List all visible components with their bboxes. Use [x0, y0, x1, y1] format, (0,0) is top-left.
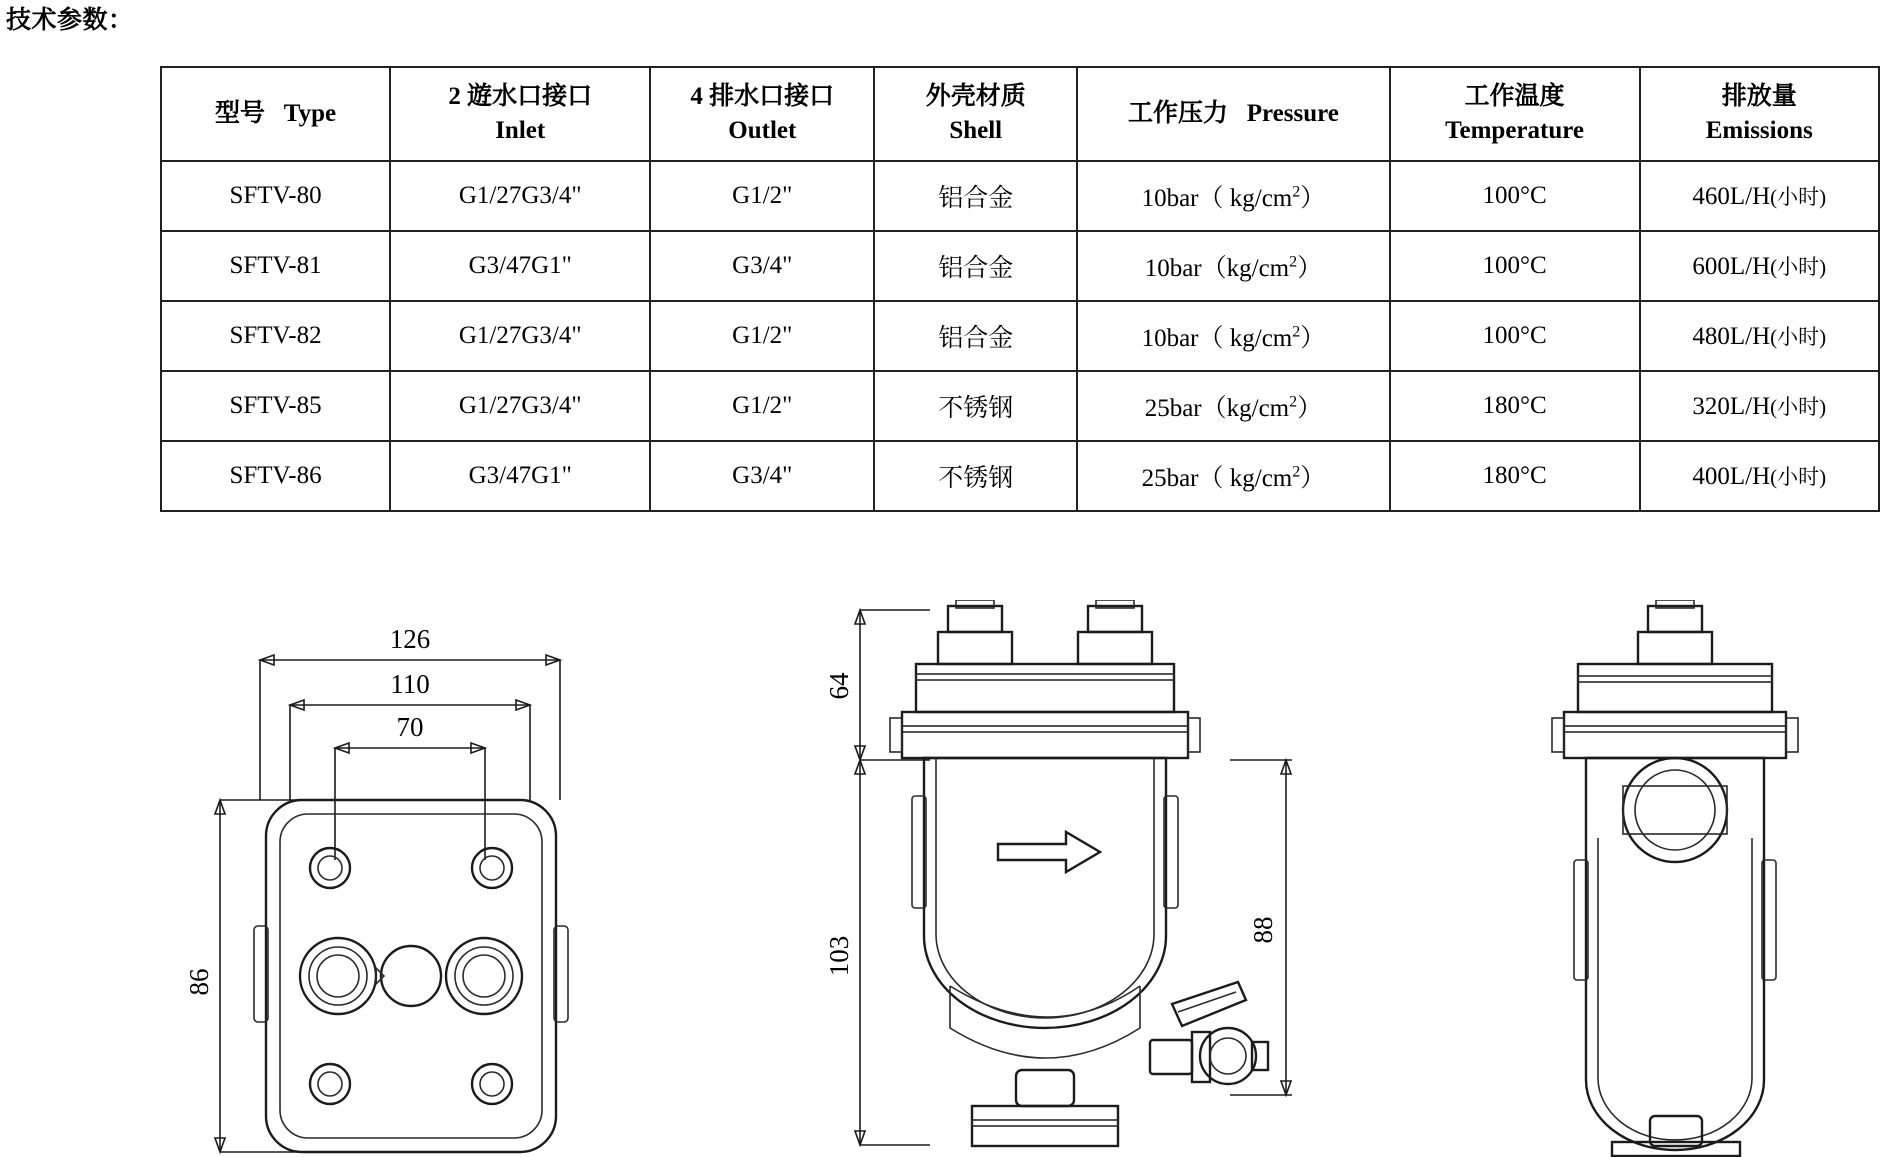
column-header-inlet [390, 67, 650, 161]
cell-type: SFTV-86 [161, 441, 390, 511]
column-header-shell [874, 67, 1077, 161]
table-row [161, 301, 1879, 371]
cell-type: SFTV-82 [161, 301, 390, 371]
column-header-emissions-en: Emissions [1705, 116, 1813, 144]
cell-temperature: 180°C [1390, 371, 1640, 441]
technical-drawings [0, 600, 1890, 1157]
cell-shell: 铝合金 [874, 161, 1077, 231]
drawing-top-view [180, 600, 650, 1157]
cell-temperature: 180°C [1390, 441, 1640, 511]
cell-pressure: 25bar（ $kg/cm^2$） [1077, 441, 1389, 511]
technical-parameters-table [160, 66, 1880, 512]
dimension-label-86: 86 [184, 968, 214, 996]
column-header-inlet-en: Inlet [495, 116, 546, 144]
cell-emission: 460L/H(小时) [1640, 161, 1880, 231]
cell-shell: 不锈钢 [874, 441, 1077, 511]
cell-pressure: $25bar(kg/cm^2)$ [1077, 371, 1389, 441]
table-row [161, 161, 1879, 231]
dimension-label-70: 70 [396, 712, 424, 742]
column-header-pressure [1077, 67, 1389, 161]
column-header-type [161, 67, 390, 161]
table-header-row [161, 67, 1879, 161]
cell-pressure: $10bar(kg/cm^2)$ [1077, 231, 1389, 301]
dimension-label-64: 64 [824, 672, 854, 700]
cell-emission: 400L/H(小时) [1640, 441, 1880, 511]
cell-type: SFTV-80 [161, 161, 390, 231]
cell-emission: 320L/H(小时) [1640, 371, 1880, 441]
column-header-temperature [1390, 67, 1640, 161]
column-header-outlet-en: Outlet [728, 116, 797, 144]
dimension-label-88: 88 [1248, 916, 1278, 944]
drawing-front-view [820, 600, 1340, 1157]
cell-outlet: G3/4" [650, 441, 874, 511]
cell-emission: 480L/H(小时) [1640, 301, 1880, 371]
cell-inlet: G3/47G1" [390, 441, 650, 511]
cell-type: SFTV-81 [161, 231, 390, 301]
cell-outlet: G1/2" [650, 371, 874, 441]
cell-pressure: 10bar（ $kg/cm^2$） [1077, 161, 1389, 231]
column-header-pressure-en: Pressure [1246, 99, 1339, 127]
cell-type: SFTV-85 [161, 371, 390, 441]
cell-temperature: 100°C [1390, 301, 1640, 371]
cell-shell: 不锈钢 [874, 371, 1077, 441]
drawing-side-view [1520, 600, 1850, 1157]
table-row [161, 441, 1879, 511]
cell-shell: 铝合金 [874, 301, 1077, 371]
column-header-emissions-cn: 排放量 [1721, 83, 1797, 110]
cell-temperature: 100°C [1390, 161, 1640, 231]
column-header-temperature-cn: 工作温度 [1464, 83, 1565, 110]
cell-outlet: G1/2" [650, 301, 874, 371]
column-header-emissions [1640, 67, 1880, 161]
cell-pressure: 10bar（ $kg/cm^2$） [1077, 301, 1389, 371]
dimension-label-103: 103 [824, 935, 854, 977]
column-header-temperature-en: Temperature [1445, 116, 1584, 144]
cell-outlet: G3/4" [650, 231, 874, 301]
cell-outlet: G1/2" [650, 161, 874, 231]
column-header-inlet-cn: 2 遊水口接口 [448, 83, 593, 110]
flow-arrow-icon [998, 832, 1100, 872]
table-row [161, 231, 1879, 301]
column-header-outlet-cn: 4 排水口接口 [690, 83, 835, 110]
column-header-type-cn: 型号 [214, 99, 265, 127]
column-header-shell-cn: 外壳材质 [925, 83, 1026, 110]
cell-shell: 铝合金 [874, 231, 1077, 301]
column-header-outlet [650, 67, 874, 161]
cell-inlet: G3/47G1" [390, 231, 650, 301]
cell-temperature: 100°C [1390, 231, 1640, 301]
dimension-label-110: 110 [390, 669, 430, 699]
cell-inlet: G1/27G3/4" [390, 301, 650, 371]
column-header-pressure-cn: 工作压力 [1127, 99, 1228, 127]
cell-emission: 600L/H(小时) [1640, 231, 1880, 301]
column-header-type-en: Type [283, 99, 337, 127]
dimension-label-126: 126 [389, 624, 431, 654]
page-title: 技术参数： [6, 6, 134, 34]
cell-inlet: G1/27G3/4" [390, 371, 650, 441]
spec-table-container [160, 66, 1880, 512]
column-header-shell-en: Shell [949, 116, 1003, 144]
table-row [161, 371, 1879, 441]
cell-inlet: G1/27G3/4" [390, 161, 650, 231]
